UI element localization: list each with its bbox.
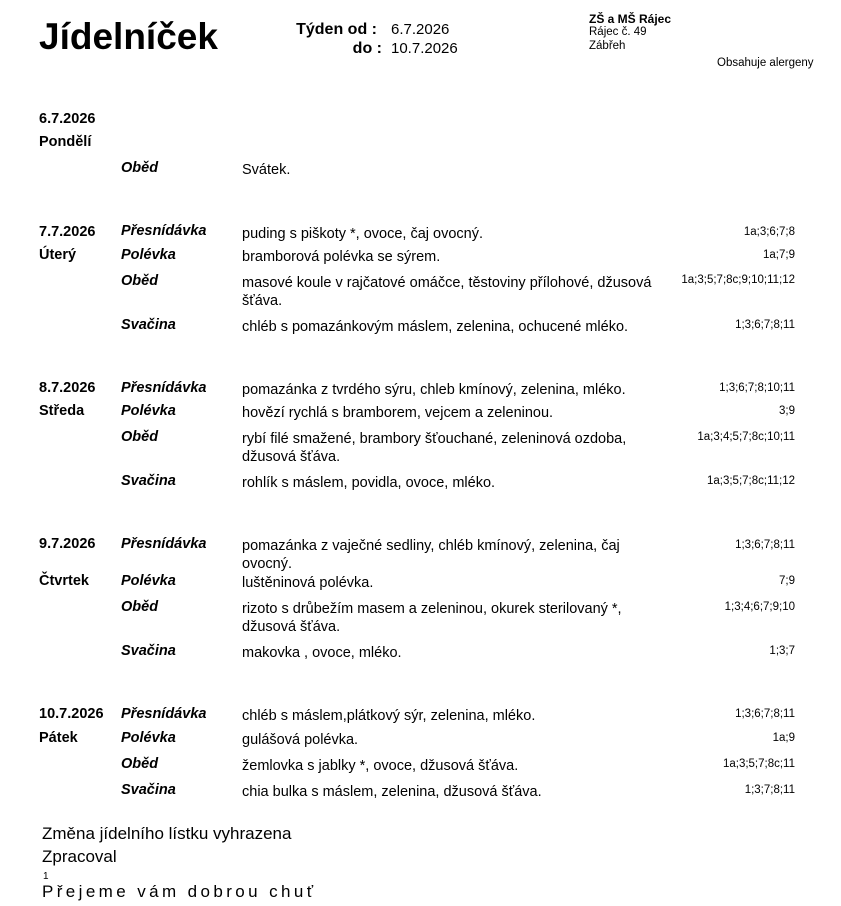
day-date: 7.7.2026 bbox=[39, 224, 96, 240]
meal-description: chléb s pomazánkovým máslem, zelenina, ochucené mléko. bbox=[242, 319, 629, 335]
week-to-label: do : bbox=[352, 40, 382, 57]
meal-description: pomazánka z vaječné sedliny, chléb kmínový, zelenina, čaj ovocný. bbox=[242, 538, 620, 572]
meal-description: rybí filé smažené, brambory šťouchané, zeleninová ozdoba, džusová šťáva. bbox=[242, 431, 627, 465]
meal-allergens: 3;9 bbox=[779, 405, 795, 417]
meal-description: rizoto s drůbežím masem a zeleninou, okurek sterilovaný *, džusová šťáva. bbox=[242, 601, 622, 635]
meal-allergens: 1;3;6;7;8;11 bbox=[735, 539, 795, 551]
day-date: 10.7.2026 bbox=[39, 706, 104, 722]
meal-type: Svačina bbox=[121, 317, 176, 333]
meal-description: gulášová polévka. bbox=[242, 732, 359, 748]
prepared-by: Zpracoval bbox=[42, 847, 117, 866]
meal-type: Oběd bbox=[121, 429, 159, 445]
day-name: Pátek bbox=[39, 730, 78, 746]
closing-wish: Přejeme vám dobrou chuť bbox=[42, 882, 317, 901]
day-name: Úterý bbox=[39, 247, 77, 263]
day-date: 9.7.2026 bbox=[39, 536, 96, 552]
meal-type: Polévka bbox=[121, 573, 176, 589]
week-from-date: 6.7.2026 bbox=[391, 21, 450, 38]
meal-allergens: 1;3;7 bbox=[769, 645, 795, 657]
meal-allergens: 1;3;6;7;8;10;11 bbox=[719, 382, 795, 394]
meal-type: Oběd bbox=[121, 273, 159, 289]
meal-allergens: 1a;3;5;7;8c;11 bbox=[722, 758, 795, 770]
allergen-note: Obsahuje alergeny bbox=[717, 57, 814, 69]
meal-type: Polévka bbox=[121, 247, 176, 263]
day-name: Čtvrtek bbox=[39, 573, 89, 589]
week-from-label: Týden od : bbox=[296, 21, 377, 38]
school-town: Zábřeh bbox=[589, 40, 626, 52]
change-note: Změna jídelního lístku vyhrazena bbox=[42, 824, 292, 843]
day-date: 6.7.2026 bbox=[39, 111, 96, 127]
meal-type: Přesnídávka bbox=[121, 380, 207, 396]
meal-type: Oběd bbox=[121, 756, 159, 772]
meal-description: Svátek. bbox=[242, 162, 291, 178]
meal-description: chia bulka s máslem, zelenina, džusová šťáva. bbox=[242, 784, 542, 800]
meal-allergens: 1a;3;5;7;8c;11;12 bbox=[706, 475, 795, 487]
week-to-date: 10.7.2026 bbox=[391, 40, 458, 57]
school-name: ZŠ a MŠ Rájec bbox=[589, 12, 672, 26]
meal-type: Polévka bbox=[121, 403, 176, 419]
meal-allergens: 1;3;4;6;7;9;10 bbox=[724, 601, 795, 613]
meal-allergens: 1a;3;4;5;7;8c;10;11 bbox=[697, 431, 795, 443]
meal-type: Přesnídávka bbox=[121, 536, 207, 552]
meal-type: Svačina bbox=[121, 643, 176, 659]
meal-type: Polévka bbox=[121, 730, 176, 746]
meal-allergens: 1a;3;6;7;8 bbox=[743, 226, 795, 238]
page-title: Jídelníček bbox=[39, 16, 218, 57]
meal-type: Přesnídávka bbox=[121, 223, 207, 239]
meal-description: masové koule v rajčatové omáčce, těstoviny přílohové, džusová šťáva. bbox=[242, 275, 652, 309]
day-name: Pondělí bbox=[39, 134, 92, 150]
day-name: Středa bbox=[39, 403, 85, 419]
meal-type: Svačina bbox=[121, 473, 176, 489]
meal-allergens: 1;3;7;8;11 bbox=[744, 784, 795, 796]
meal-description: bramborová polévka se sýrem. bbox=[242, 249, 441, 265]
meal-allergens: 7;9 bbox=[779, 575, 795, 587]
meal-allergens: 1a;9 bbox=[772, 732, 795, 744]
meal-type: Přesnídávka bbox=[121, 706, 207, 722]
meal-allergens: 1a;7;9 bbox=[763, 249, 795, 261]
meal-type: Svačina bbox=[121, 782, 176, 798]
school-address: Rájec č. 49 bbox=[589, 26, 647, 38]
meal-description: chléb s máslem,plátkový sýr, zelenina, mléko. bbox=[242, 708, 536, 724]
day-date: 8.7.2026 bbox=[39, 380, 96, 396]
meal-allergens: 1;3;6;7;8;11 bbox=[735, 708, 795, 720]
meal-description: žemlovka s jablky *, ovoce, džusová šťáva. bbox=[242, 758, 519, 774]
meal-allergens: 1;3;6;7;8;11 bbox=[735, 319, 795, 331]
page-number: 1 bbox=[43, 871, 49, 882]
meal-description: puding s piškoty *, ovoce, čaj ovocný. bbox=[242, 226, 483, 242]
meal-type: Oběd bbox=[121, 599, 159, 615]
meal-description: luštěninová polévka. bbox=[242, 575, 374, 591]
meal-description: makovka , ovoce, mléko. bbox=[242, 645, 402, 661]
meal-type: Oběd bbox=[121, 160, 159, 176]
meal-description: pomazánka z tvrdého sýru, chleb kmínový, zelenina, mléko. bbox=[242, 382, 626, 398]
meal-description: rohlík s máslem, povidla, ovoce, mléko. bbox=[242, 475, 496, 491]
meal-allergens: 1a;3;5;7;8c;9;10;11;12 bbox=[681, 274, 795, 286]
meal-description: hovězí rychlá s bramborem, vejcem a zeleninou. bbox=[242, 405, 554, 421]
